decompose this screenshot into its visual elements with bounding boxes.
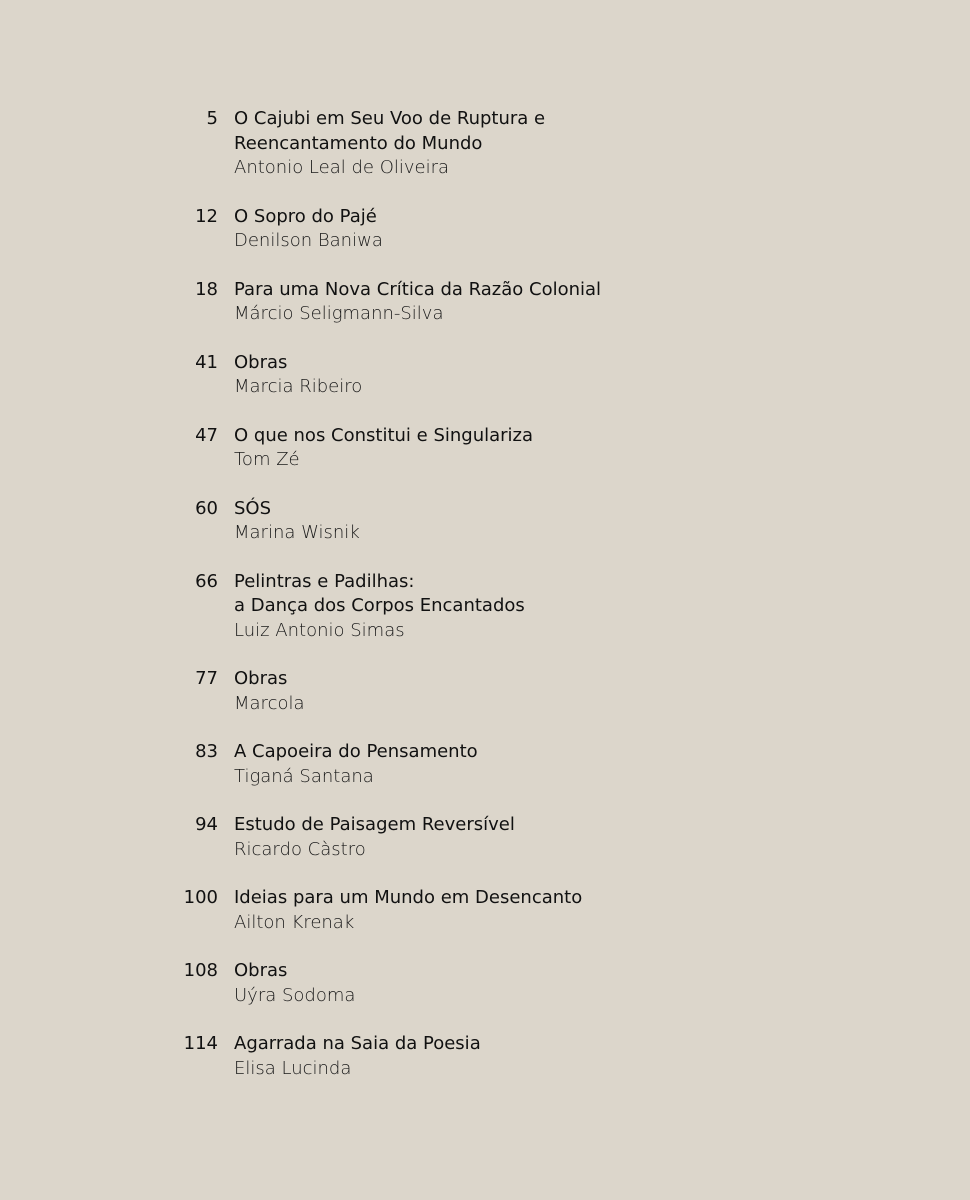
- page-number: 18: [195, 278, 218, 300]
- entry-body: [234, 278, 601, 327]
- entry-author: Márcio Seligmann-Silva: [234, 303, 444, 324]
- entry-title: O Sopro do Pajé: [234, 205, 377, 227]
- entry-body: [234, 205, 383, 254]
- entry-title: Para uma Nova Crítica da Razão Colonial: [234, 278, 602, 300]
- entry-author: Ailton Krenak: [234, 911, 355, 933]
- entry-author: Antonio Leal de Oliveira: [234, 157, 450, 178]
- entry-author: Marcia Ribeiro: [234, 376, 363, 397]
- page-number: 12: [195, 205, 218, 227]
- entry-title: Obras: [234, 960, 288, 981]
- toc-entry[interactable]: [0, 107, 970, 181]
- toc-entry[interactable]: [0, 351, 970, 400]
- toc-entry[interactable]: [0, 886, 970, 935]
- toc-entry[interactable]: [0, 424, 970, 473]
- toc-entry[interactable]: [0, 570, 970, 644]
- entry-author: Uýra Sodoma: [234, 984, 356, 1006]
- page-number: 77: [195, 668, 218, 689]
- page-number: 114: [183, 1033, 218, 1054]
- entry-title: A Capoeira do Pensamento: [234, 741, 478, 762]
- entry-title: Pelintras e Padilhas: a Dança dos Corpos Encantados: [234, 570, 525, 616]
- page-number: 66: [195, 570, 218, 592]
- page-number: 47: [195, 424, 218, 446]
- entry-title: SÓS: [234, 497, 272, 519]
- entry-title: Estudo de Paisagem Reversível: [234, 814, 515, 835]
- toc-entry[interactable]: [0, 278, 970, 327]
- entry-body: [234, 351, 362, 400]
- entry-body: [234, 424, 533, 473]
- table-of-contents: [0, 107, 970, 1105]
- page-number: 83: [195, 741, 218, 762]
- entry-title: O que nos Constitui e Singulariza: [234, 424, 534, 446]
- entry-author: Tom Zé: [234, 449, 300, 470]
- toc-entry[interactable]: [0, 1032, 970, 1081]
- entry-body: [234, 886, 582, 935]
- page-number: 108: [183, 960, 218, 981]
- entry-author: Denilson Baniwa: [234, 230, 383, 251]
- toc-entry[interactable]: [0, 205, 970, 254]
- entry-author: Luiz Antonio Simas: [234, 619, 405, 641]
- toc-entry[interactable]: [0, 740, 970, 789]
- toc-entry[interactable]: [0, 959, 970, 1008]
- entry-title: Obras: [234, 668, 288, 689]
- toc-entry[interactable]: [0, 667, 970, 716]
- entry-title: Agarrada na Saia da Poesia: [234, 1033, 481, 1054]
- entry-body: [234, 1032, 481, 1081]
- entry-author: Elisa Lucinda: [234, 1057, 352, 1079]
- page-number: 94: [195, 814, 218, 835]
- entry-body: [234, 959, 355, 1008]
- entry-body: [234, 497, 360, 546]
- entry-author: Marcola: [234, 692, 305, 714]
- entry-author: Ricardo Càstro: [234, 838, 366, 860]
- toc-entry[interactable]: [0, 497, 970, 546]
- entry-title: O Cajubi em Seu Voo de Ruptura e Reencantamento do Mundo: [234, 108, 546, 154]
- entry-author: Marina Wisnik: [234, 522, 360, 543]
- entry-body: [234, 107, 545, 181]
- entry-title: Ideias para um Mundo em Desencanto: [234, 887, 583, 908]
- entry-body: [234, 740, 478, 789]
- page-number: 5: [206, 108, 218, 129]
- page-number: 60: [195, 497, 218, 519]
- toc-entry[interactable]: [0, 813, 970, 862]
- entry-body: [234, 667, 305, 716]
- page-number: 100: [183, 887, 218, 908]
- page-number: 41: [195, 351, 218, 373]
- entry-body: [234, 813, 515, 862]
- entry-title: Obras: [234, 351, 288, 373]
- entry-body: [234, 570, 525, 644]
- entry-author: Tiganá Santana: [234, 765, 374, 787]
